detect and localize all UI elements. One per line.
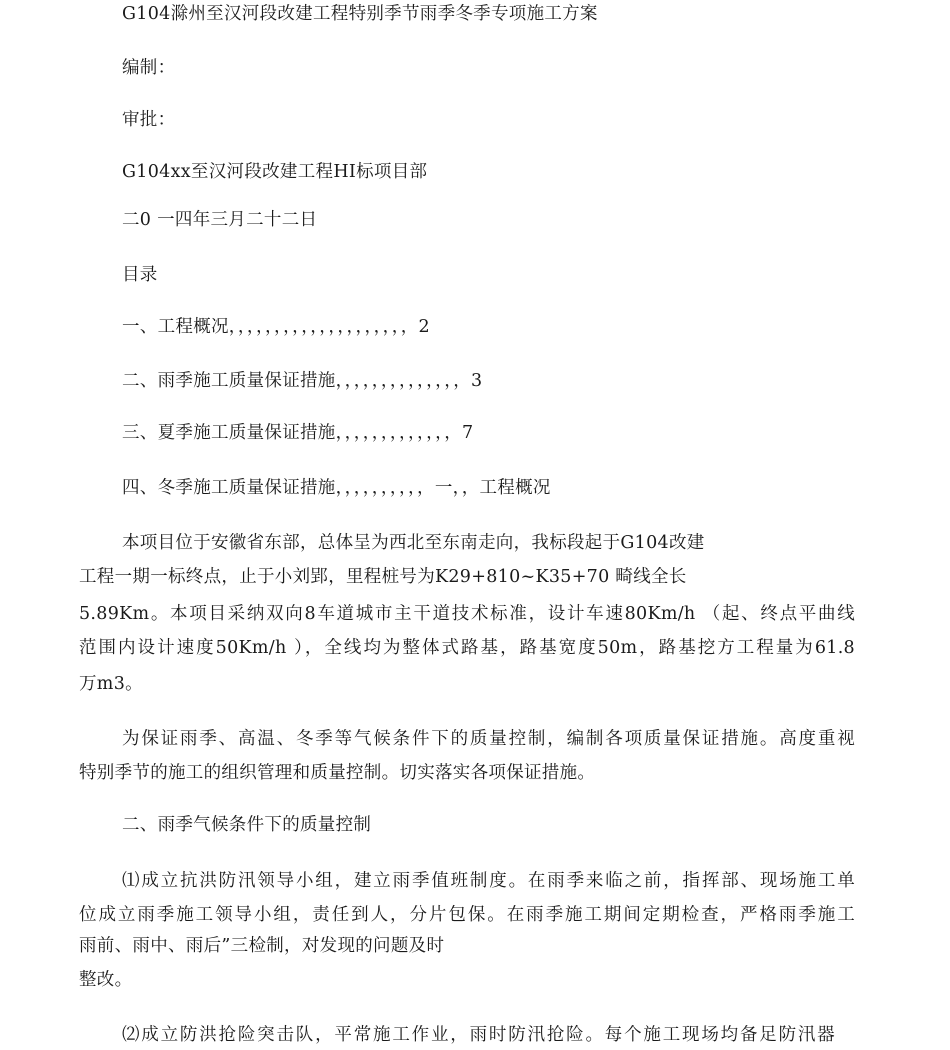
item-1-line-4: 整改。 xyxy=(79,970,133,990)
section-2-heading: 二、雨季气候条件下的质量控制 xyxy=(122,815,372,835)
item-1-line-2: 位成立雨季施工领导小组，责任到人，分片包保。在雨季施工期间定期检查，严格雨季施工 xyxy=(79,905,855,925)
item-1-line-1: ⑴成立抗洪防汛领导小组，建立雨季值班制度。在雨季来临之前，指挥部、现场施工单 xyxy=(122,871,855,891)
document-title: G104滁州至汉河段改建工程特别季节雨季冬季专项施工方案 xyxy=(122,4,598,24)
purpose-line-2: 特别季节的施工的组织管理和质量控制。切实落实各项保证措施。 xyxy=(79,763,596,783)
compiled-by-label: 编制： xyxy=(122,58,176,78)
department-name: G104xx至汉河段改建工程HI标项目部 xyxy=(122,162,428,182)
document-date: 二0 一四年三月二十二日 xyxy=(122,210,318,230)
overview-line-1: 本项目位于安徽省东部，总体呈为西北至东南走向，我标段起于G104改建 xyxy=(122,533,705,553)
approved-by-label: 审批： xyxy=(122,110,176,130)
toc-item-1: 一、工程概况，，，，，，，，，，，，，，，，，，，，2 xyxy=(122,317,430,337)
purpose-line-1: 为保证雨季、高温、冬季等气候条件下的质量控制，编制各项质量保证措施。高度重视 xyxy=(122,729,855,749)
overview-line-2: 工程一期一标终点，止于小刘郢，里程桩号为K29+810~K35+70 畸线全长 xyxy=(79,567,687,587)
item-2-line-1: ⑵成立防洪抢险突击队，平常施工作业，雨时防汛抢险。每个施工现场均备足防汛器 xyxy=(122,1025,835,1045)
overview-line-4: 范围内设计速度50Km/h ），全线均为整体式路基，路基宽度50m，路基挖方工程量为61.8 xyxy=(79,638,855,658)
overview-line-5: 万m3。 xyxy=(79,674,143,694)
toc-item-3: 三、夏季施工质量保证措施，，，，，，，，，，，，，7 xyxy=(122,423,474,443)
item-1-line-3: 雨前、雨中、雨后”三检制，对发现的问题及时 xyxy=(79,936,445,956)
toc-item-2: 二、雨季施工质量保证措施，，，，，，，，，，，，，，3 xyxy=(122,371,483,391)
toc-item-4: 四、冬季施工质量保证措施，，，，，，，，，，一，，工程概况 xyxy=(122,478,551,498)
toc-heading: 目录 xyxy=(122,265,158,285)
overview-line-3: 5.89Km。本项目采纳双向8车道城市主干道技术标准，设计车速80Km/h （起、终点平曲线 xyxy=(79,604,855,624)
